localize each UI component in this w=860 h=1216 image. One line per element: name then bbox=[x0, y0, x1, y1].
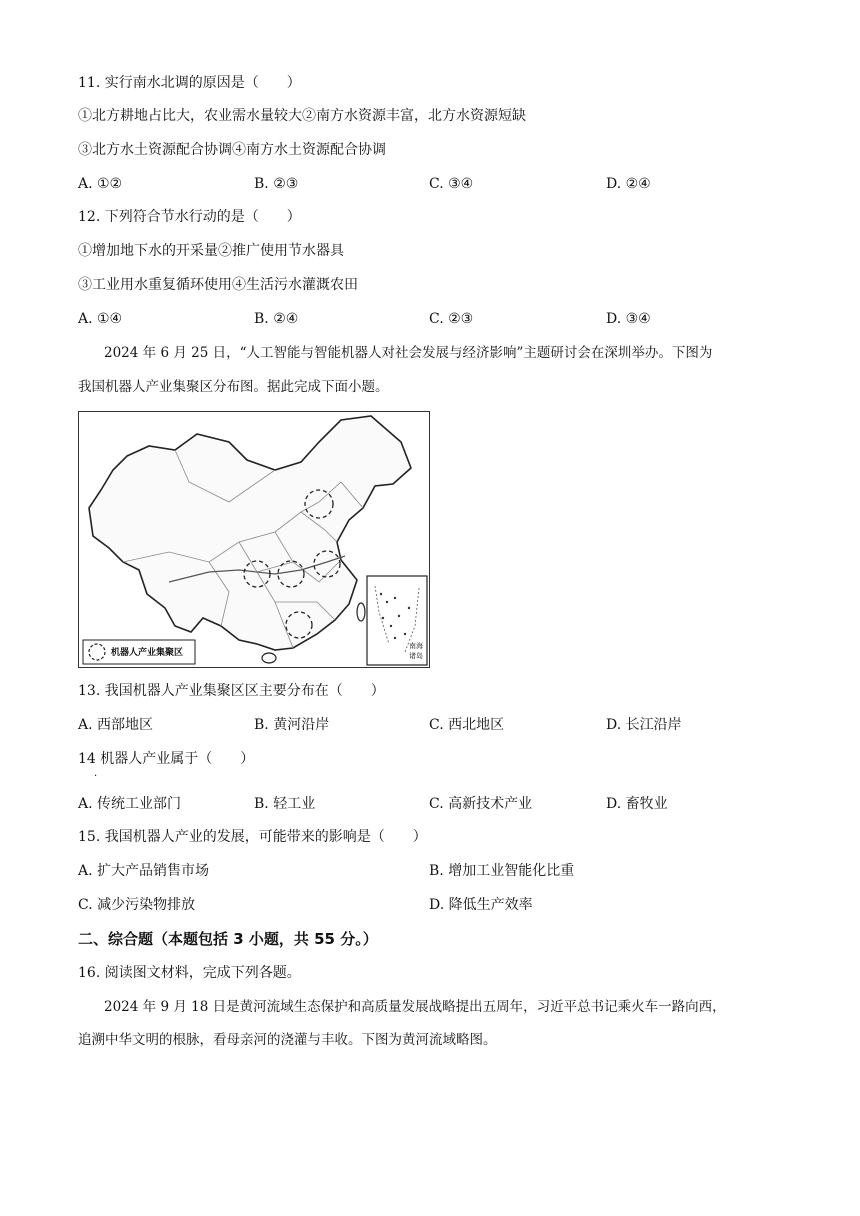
map-legend-label: 机器人产业集聚区 bbox=[111, 648, 184, 658]
hainan-island bbox=[262, 653, 276, 663]
inset-label-line-2: 诸岛 bbox=[409, 652, 423, 660]
q14-option-c[interactable]: C. 高新技术产业 bbox=[429, 796, 533, 812]
q15-option-b[interactable]: B. 增加工业智能化比重 bbox=[429, 863, 575, 879]
q14-option-b[interactable]: B. 轻工业 bbox=[254, 796, 316, 812]
q14-stem: 14 机器人产业属于（ ） bbox=[78, 751, 255, 767]
q15-option-a[interactable]: A. 扩大产品销售市场 bbox=[78, 863, 210, 879]
q12-option-b[interactable]: B. ②④ bbox=[254, 311, 299, 327]
inset-label-line-1: 南海 bbox=[409, 642, 423, 650]
q15-option-d[interactable]: D. 降低生产效率 bbox=[429, 897, 533, 913]
q16-stem: 16. 阅读图文材料，完成下列各题。 bbox=[78, 965, 301, 981]
q11-option-c[interactable]: C. ③④ bbox=[429, 176, 474, 192]
intro-paragraph-line-1: 2024 年 6 月 25 日，“人工智能与智能机器人对社会发展与经济影响”主题研讨会在深圳举办。下图为 bbox=[104, 345, 713, 361]
q16-paragraph-line-2: 追溯中华文明的根脉，看母亲河的浇灌与丰收。下图为黄河流域略图。 bbox=[78, 1032, 497, 1048]
q14-option-d[interactable]: D. 畜牧业 bbox=[606, 796, 668, 812]
q13-option-a[interactable]: A. 西部地区 bbox=[78, 717, 154, 733]
q13-option-b[interactable]: B. 黄河沿岸 bbox=[254, 717, 330, 733]
q12-option-a[interactable]: A. ①④ bbox=[78, 311, 123, 327]
q12-option-c[interactable]: C. ②③ bbox=[429, 311, 474, 327]
q12-statement-2: ③工业用水重复循环使用④生活污水灌溉农田 bbox=[78, 277, 358, 293]
q11-option-d[interactable]: D. ②④ bbox=[606, 176, 651, 192]
q11-stem: 11. 实行南水北调的原因是（ ） bbox=[78, 75, 301, 91]
q11-option-b[interactable]: B. ②③ bbox=[254, 176, 299, 192]
q12-stem: 12. 下列符合节水行动的是（ ） bbox=[78, 209, 301, 225]
q14-dot-mark: · bbox=[94, 771, 98, 782]
q13-option-d[interactable]: D. 长江沿岸 bbox=[606, 717, 682, 733]
q16-paragraph-line-1: 2024 年 9 月 18 日是黄河流域生态保护和高质量发展战略提出五周年，习近平总书记乘火车一路向西， bbox=[104, 999, 726, 1015]
q14-option-a[interactable]: A. 传统工业部门 bbox=[78, 796, 182, 812]
q11-option-a[interactable]: A. ①② bbox=[78, 176, 123, 192]
section-2-heading: 二、综合题（本题包括 3 小题，共 55 分。） bbox=[78, 930, 378, 948]
q12-statement-1: ①增加地下水的开采量②推广使用节水器具 bbox=[78, 243, 344, 259]
q12-option-d[interactable]: D. ③④ bbox=[606, 311, 651, 327]
q15-option-c[interactable]: C. 减少污染物排放 bbox=[78, 897, 196, 913]
q13-stem: 13. 我国机器人产业集聚区区主要分布在（ ） bbox=[78, 683, 385, 699]
q13-option-c[interactable]: C. 西北地区 bbox=[429, 717, 505, 733]
intro-paragraph-line-2: 我国机器人产业集聚区分布图。据此完成下面小题。 bbox=[78, 379, 389, 395]
taiwan-island bbox=[357, 603, 365, 621]
china-map-graphic bbox=[79, 412, 429, 667]
q11-statement-1: ①北方耕地占比大，农业需水量较大②南方水资源丰富，北方水资源短缺 bbox=[78, 108, 526, 124]
robot-industry-map bbox=[78, 411, 430, 668]
q11-statement-2: ③北方水土资源配合协调④南方水土资源配合协调 bbox=[78, 142, 386, 158]
q15-stem: 15. 我国机器人产业的发展，可能带来的影响是（ ） bbox=[78, 829, 427, 845]
